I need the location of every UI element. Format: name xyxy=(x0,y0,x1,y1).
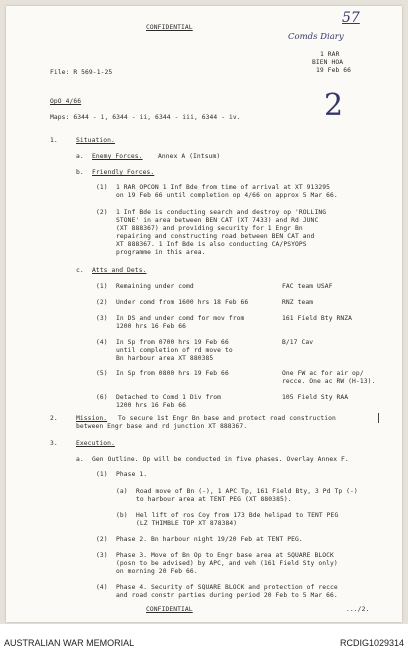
sub-text: programme in this area. xyxy=(116,249,206,256)
para-text: Annex A (Intsum) xyxy=(158,153,221,160)
section-text: To secure 1st Engr Bn base and protect road construction xyxy=(118,415,336,422)
sub-text: Phase 2. Bn harbour night 19/20 Feb at TENT PEG. xyxy=(116,536,303,543)
sub-number: (1) xyxy=(96,184,108,191)
sub-text: 1200 hrs 16 Feb 66 xyxy=(116,323,187,330)
sub-text: Phase 4. Security of SQUARE BLOCK and protection of recce xyxy=(116,584,338,591)
section-number: 1. xyxy=(50,137,58,144)
sub-text: and road constr parties during period 20 Feb to 5 Mar 66. xyxy=(116,592,338,599)
sub-text: Remaining under comd xyxy=(116,283,194,290)
sub-text: In Sp from 0800 hrs 19 Feb 66 xyxy=(116,370,229,377)
sub-number: (4) xyxy=(96,584,108,591)
sub-number: (3) xyxy=(96,552,108,559)
sub-text: 1200 hrs 16 Feb 66 xyxy=(116,402,187,409)
sub-number: (5) xyxy=(96,370,108,377)
sub-text: on morning 20 Feb 66. xyxy=(116,568,198,575)
sub-text: on 19 Feb 66 until completion op 4/66 on approx 5 Mar 66. xyxy=(116,192,338,199)
sub-text: (XT 888367) and providing security for 1 Engr Bn xyxy=(116,225,303,232)
sub-text: In DS and under comd for mov from xyxy=(116,315,245,322)
sub-text: repairing and constructing road between BEN CAT and xyxy=(116,233,315,240)
archive-name: AUSTRALIAN WAR MEMORIAL xyxy=(4,638,135,648)
sub-letter: (a) xyxy=(116,488,128,495)
sub-text: XT 888367. 1 Inf Bde is also conducting CA/PSYOPS xyxy=(116,241,307,248)
file-reference: File: R 569-1-25 xyxy=(50,69,113,76)
sub-number: (6) xyxy=(96,394,108,401)
sub-text-right: recce. One ac RW (H-13). xyxy=(282,378,376,385)
unit-label: 1 RAR xyxy=(320,51,340,58)
para-text: Gen Outline. Op will be conducted in five phases. Overlay Annex F. xyxy=(92,456,349,463)
sub-text: Under comd from 1600 hrs 18 Feb 66 xyxy=(116,299,249,306)
sub-text-right: 105 Field Sty RAA xyxy=(282,394,349,401)
sub-number: (3) xyxy=(96,315,108,322)
para-title: Enemy Forces. xyxy=(92,153,143,160)
archive-id: RCDIG1029314 xyxy=(339,638,404,648)
para-letter: c. xyxy=(76,267,84,274)
sub-text: (LZ THIMBLE TOP XT 878384) xyxy=(136,520,238,527)
handwritten-note: Comds Diary xyxy=(288,32,344,42)
sub-text: until completion of rd move to xyxy=(116,347,233,354)
para-title: Friendly Forces. xyxy=(92,169,155,176)
section-text: between Engr base and rd junction XT 888367. xyxy=(76,423,248,430)
maps-line: Maps: 6344 - i, 6344 - ii, 6344 - iii, 6344 - iv. xyxy=(50,114,241,121)
handwritten-number: 57 xyxy=(342,10,360,26)
sub-number: (2) xyxy=(96,299,108,306)
sub-text: Phase 1. xyxy=(116,471,148,478)
document-page xyxy=(6,6,402,622)
sub-text: Bn harbour area XT 880385 xyxy=(116,355,214,362)
classification-top: CONFIDENTIAL xyxy=(146,24,193,31)
margin-mark xyxy=(378,413,379,423)
order-number: OpO 4/66 xyxy=(50,98,82,105)
section-number: 2. xyxy=(50,415,58,422)
sub-text-right: One FW ac for air op/ xyxy=(282,370,364,377)
section-number: 3. xyxy=(50,440,58,447)
sub-text: STONE' in area between BEN CAT (XT 7433) and Rd JUNC xyxy=(116,217,319,224)
para-letter: a. xyxy=(76,456,84,463)
sub-text: Phase 3. Move of Bn Op to Engr base area at SQUARE BLOCK xyxy=(116,552,334,559)
sub-text: Hel lift of ros Coy from 173 Bde helipad to TENT PEG xyxy=(136,512,339,519)
sub-text-right: B/17 Cav xyxy=(282,339,314,346)
section-title: Mission. xyxy=(76,415,108,422)
handwritten-big-number: 2 xyxy=(324,88,344,123)
sub-text: (posn to be advised) by APC, and veh (161 Field Sty only) xyxy=(116,560,338,567)
sub-number: (2) xyxy=(96,209,108,216)
para-title: Atts and Dets. xyxy=(92,267,147,274)
sub-number: (2) xyxy=(96,536,108,543)
sub-text: 1 Inf Bde is conducting search and destroy op 'ROLLING xyxy=(116,209,327,216)
sub-text: 1 RAR OPCON 1 Inf Bde from time of arrival at XT 913295 xyxy=(116,184,331,191)
sub-text: In Sp from 0700 hrs 19 Feb 66 xyxy=(116,339,229,346)
classification-bottom: CONFIDENTIAL xyxy=(146,606,193,613)
sub-letter: (b) xyxy=(116,512,128,519)
sub-text-right: RNZ team xyxy=(282,299,314,306)
section-title: Situation. xyxy=(76,137,115,144)
sub-text-right: FAC team USAF xyxy=(282,283,333,290)
sub-number: (1) xyxy=(96,471,108,478)
sub-text-right: 161 Field Bty RNZA xyxy=(282,315,353,322)
sub-number: (1) xyxy=(96,283,108,290)
sub-text: Detached to Comd 1 Div from xyxy=(116,394,222,401)
date-label: 19 Feb 66 xyxy=(316,67,352,74)
page-continuation: .../2. xyxy=(346,606,370,613)
sub-number: (4) xyxy=(96,339,108,346)
section-title: Execution. xyxy=(76,440,115,447)
sub-text: Road move of Bn (-), 1 APC Tp, 161 Field Bty, 3 Pd Tp (-) xyxy=(136,488,358,495)
sub-text: to harbour area at TENT PEG (XT 880385). xyxy=(136,496,292,503)
para-letter: b. xyxy=(76,169,84,176)
place-label: BIEN HOA xyxy=(312,59,344,66)
archive-footer xyxy=(0,624,408,654)
para-letter: a. xyxy=(76,153,84,160)
